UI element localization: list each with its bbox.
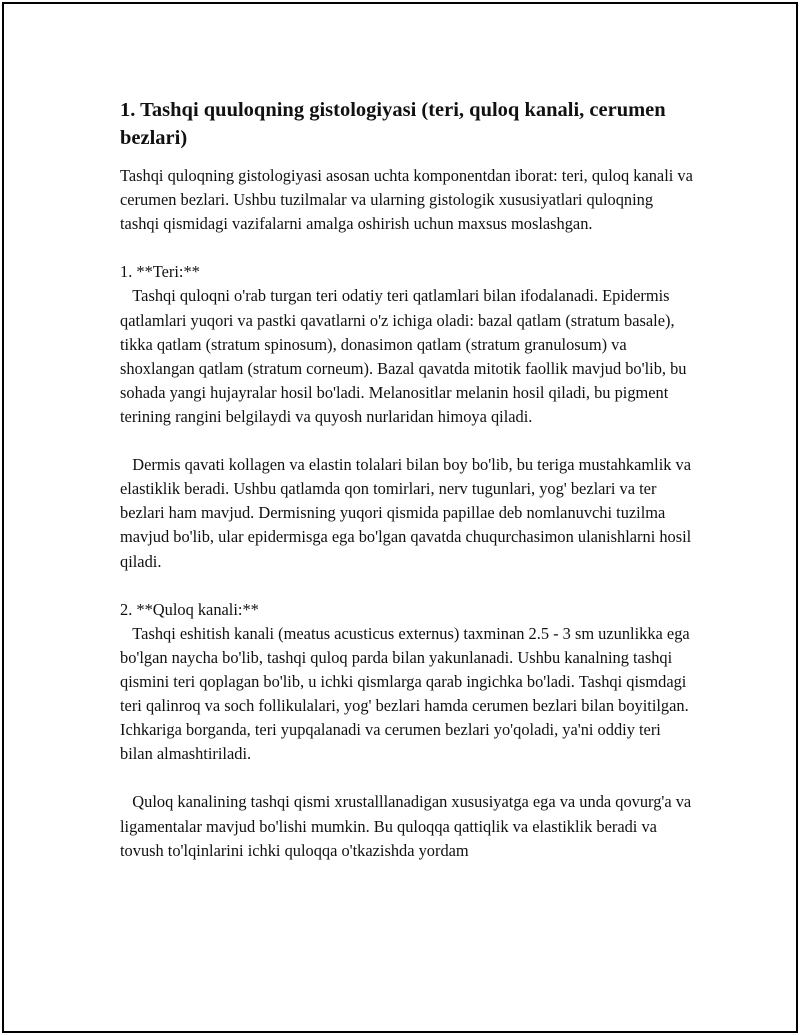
teri-paragraph-epidermis: Tashqi quloqni o'rab turgan teri odatiy teri qatlamlari bilan ifodalanadi. Epidermis qatlamlari yuqori va pastki qavatlarni o'z ichiga oladi: bazal qatlam (stratum basale), tikka qatlam (stratum spinosum), donasimon qatlam (stratum granulosum) va shoxlangan qatlam (stratum corneum). Bazal qavatda mitotik faollik mavjud bo'lib, bu sohada yangi hujayralar hosil bo'ladi. Melanositlar melanin hosil qiladi, bu pigment terining rangini belgilaydi va quyosh nurlaridan himoya qiladi.	[120, 286, 691, 426]
quloq-kanali-paragraph-1: Tashqi eshitish kanali (meatus acusticus externus) taxminan 2.5 - 3 sm uzunlikka ega bo'lgan naycha bo'lib, tashqi quloq parda bilan yakunlanadi. Ushbu kanalning tashqi qismini teri qoplagan bo'lib, u ichki qismlarga qarab ingichka bo'ladi. Tashqi qismdagi teri qalinroq va soch follikulalari, yog' bezlari hamda cerumen bezlari bilan boyitilgan. Ichkariga borganda, teri yupqalanadi va cerumen bezlari yo'qoladi, ya'ni oddiy teri bilan almashtiriladi.	[120, 623, 694, 764]
quloq-kanali-paragraph-2: Quloq kanalining tashqi qismi xrustalllanadigan xususiyatga ega va unda qovurg'a va ligamentalar mavjud bo'lishi mumkin. Bu quloqqa qattiqlik va elastiklik beradi va tovush to'lqinlarini ichki quloqqa o'tkazishda yordam	[120, 792, 696, 860]
paragraph-spacer	[120, 574, 694, 598]
page-frame	[2, 2, 798, 1033]
document-title: 1. Tashqi quuloqning gistologiyasi (teri, quloq kanali, cerumen bezlari)	[120, 99, 666, 149]
section-heading-teri: 1. **Teri:**	[120, 262, 200, 282]
section-heading-quloq-kanali: 2. **Quloq kanali:**	[120, 599, 259, 619]
paragraph-spacer	[120, 236, 694, 260]
paragraph-spacer	[120, 429, 694, 453]
document-body	[120, 96, 697, 863]
intro-paragraph: Tashqi quloqning gistologiyasi asosan uchta komponentdan iborat: teri, quloq kanali va cerumen bezlari. Ushbu tuzilmalar va ularning gistologik xususiyatlari quloqning tashqi qismidagi vazifalarni amalga oshirish uchun maxsus moslashgan.	[120, 166, 697, 234]
teri-paragraph-dermis: Dermis qavati kollagen va elastin tolalari bilan boy bo'lib, bu teriga mustahkamlik va elastiklik beradi. Ushbu qatlamda qon tomirlari, nerv tugunlari, yog' bezlari va ter bezlari ham mavjud. Dermisning yuqori qismida papillae deb nomlanuvchi tuzilma mavjud bo'lib, ular epidermisga ega bo'lgan qavatda chuqurchasimon ulanishlarni hosil qiladi.	[120, 455, 696, 571]
paragraph-spacer	[120, 766, 694, 790]
